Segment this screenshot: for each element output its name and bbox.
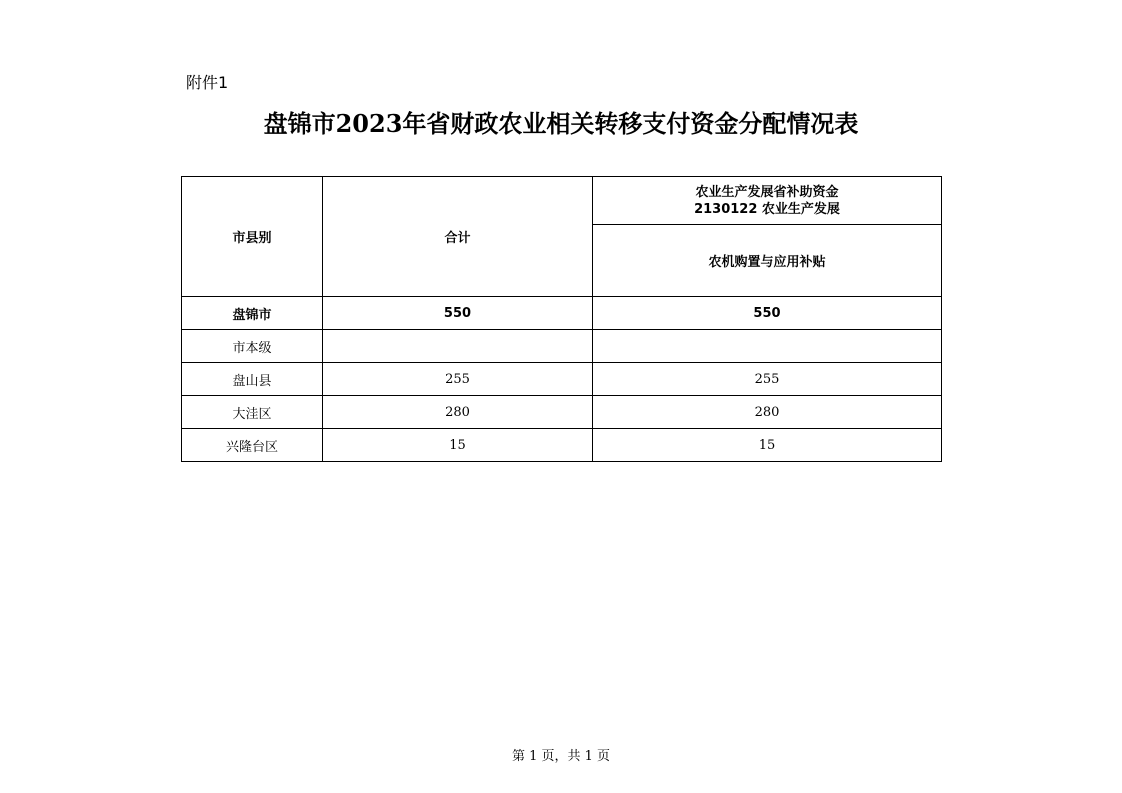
table-row: [182, 297, 942, 330]
attachment-label: 附件1: [186, 73, 229, 92]
cell-subsidy: 15: [593, 429, 942, 462]
cell-total: 255: [323, 363, 593, 396]
cell-subsidy: 550: [593, 297, 942, 330]
cell-total: 550: [323, 297, 593, 330]
header-total: 合计: [323, 177, 593, 297]
cell-region: 市本级: [182, 330, 323, 363]
table-row: [182, 396, 942, 429]
header-region: 市县别: [182, 177, 323, 297]
cell-subsidy: 255: [593, 363, 942, 396]
header-fund: [593, 177, 942, 225]
cell-total: [323, 330, 593, 363]
header-subsidy: 农机购置与应用补贴: [593, 225, 942, 297]
table-row: [182, 363, 942, 396]
table-row: [182, 330, 942, 363]
header-fund-code: 2130122 农业生产发展: [694, 201, 840, 217]
table-row: [182, 429, 942, 462]
cell-region: 兴隆台区: [182, 429, 323, 462]
page-footer: 第 1 页，共 1 页: [511, 749, 611, 764]
cell-total: 15: [323, 429, 593, 462]
cell-subsidy: [593, 330, 942, 363]
header-row: [182, 177, 942, 225]
cell-subsidy: 280: [593, 396, 942, 429]
cell-total: 280: [323, 396, 593, 429]
cell-region: 盘山县: [182, 363, 323, 396]
header-fund-name: 农业生产发展省补助资金: [695, 184, 839, 200]
cell-region: 大洼区: [182, 396, 323, 429]
document-title: 盘锦市2023年省财政农业相关转移支付资金分配情况表: [263, 109, 859, 138]
cell-region: 盘锦市: [182, 297, 323, 330]
allocation-table: [181, 176, 942, 462]
